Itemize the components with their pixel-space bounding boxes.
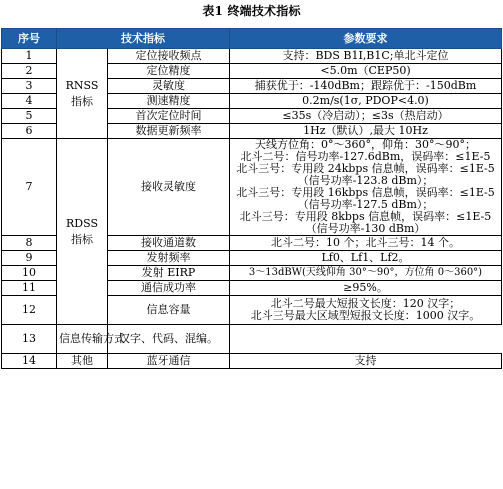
group-rnss bbox=[57, 49, 108, 139]
row-seq: 3 bbox=[2, 79, 57, 94]
row-value bbox=[230, 139, 502, 236]
value-line: （信号功率-130 dBm） bbox=[305, 222, 426, 235]
table-row bbox=[2, 49, 502, 64]
value-line: 北斗三号：专用段 24kbps 信息帧，误码率：≤1E-5 bbox=[236, 162, 495, 175]
row-value: 支持：BDS B1I,B1C;单北斗定位 bbox=[230, 49, 502, 64]
table-row bbox=[2, 354, 502, 369]
row-value: ≤35s（冷启动）；≤3s（热启动） bbox=[230, 109, 502, 124]
row-name: 发射 EIRP bbox=[108, 266, 230, 281]
row-seq: 10 bbox=[2, 266, 57, 281]
group-rdss-line2: 指标 bbox=[71, 232, 93, 246]
row-value: Lf0、Lf1、Lf2。 bbox=[230, 251, 502, 266]
value-line: 北斗二号最大短报文长度：120 汉字； bbox=[270, 297, 461, 310]
row-value: 汉字、代码、混编。 bbox=[108, 325, 230, 354]
row-seq: 11 bbox=[2, 281, 57, 296]
row-value: 捕获优于：-140dBm；跟踪优于：-150dBm bbox=[230, 79, 502, 94]
row-name: 信息容量 bbox=[108, 296, 230, 325]
row-seq: 4 bbox=[2, 94, 57, 109]
header-seq: 序号 bbox=[2, 29, 57, 49]
table-row bbox=[2, 325, 502, 354]
group-other: 其他 bbox=[57, 354, 108, 369]
row-name: 发射频率 bbox=[108, 251, 230, 266]
row-seq: 9 bbox=[2, 251, 57, 266]
table-title: 表1 终端技术指标 bbox=[202, 4, 301, 18]
row-name: 信息传输方式 bbox=[57, 325, 108, 354]
value-line: （信号功率-123.8 dBm）； bbox=[297, 174, 434, 187]
row-seq: 8 bbox=[2, 236, 57, 251]
row-name: 蓝牙通信 bbox=[108, 354, 230, 369]
row-name: 定位接收频点 bbox=[108, 49, 230, 64]
row-seq: 6 bbox=[2, 124, 57, 139]
row-seq: 7 bbox=[2, 139, 57, 236]
group-rnss-line2: 指标 bbox=[71, 94, 93, 108]
value-line: 天线方位角：0°～360°，仰角：30°～90°； bbox=[255, 138, 476, 151]
group-rnss-line1: RNSS bbox=[65, 78, 99, 92]
row-seq: 1 bbox=[2, 49, 57, 64]
row-name: 接收灵敏度 bbox=[108, 139, 230, 236]
value-line: （信号功率-127.5 dBm）； bbox=[297, 198, 434, 211]
row-name: 数据更新频率 bbox=[108, 124, 230, 139]
spec-table bbox=[1, 28, 502, 369]
value-line: 北斗二号：信号功率-127.6dBm，误码率：≤1E-5 bbox=[240, 150, 491, 163]
row-name: 首次定位时间 bbox=[108, 109, 230, 124]
row-seq: 14 bbox=[2, 354, 57, 369]
value-line: 北斗三号：专用段 16kbps 信息帧，误码率：≤1E-5 bbox=[236, 186, 495, 199]
row-value: <5.0m（CEP50) bbox=[230, 64, 502, 79]
row-name: 通信成功率 bbox=[108, 281, 230, 296]
row-seq: 12 bbox=[2, 296, 57, 325]
row-value: 0.2m/s(1σ, PDOP<4.0) bbox=[230, 94, 502, 109]
value-line: 北斗三号：专用段 8kbps 信息帧，误码率：≤1E-5 bbox=[239, 210, 492, 223]
row-value: 支持 bbox=[230, 354, 502, 369]
row-value: 3～13dBW(天线仰角 30°～90°，方位角 0～360°) bbox=[230, 266, 502, 281]
row-value: 北斗二号：10 个；北斗三号：14 个。 bbox=[230, 236, 502, 251]
row-name: 接收通道数 bbox=[108, 236, 230, 251]
value-line: 北斗三号最大区域型短报文长度：1000 汉字。 bbox=[250, 309, 481, 322]
group-rdss-line1: RDSS bbox=[66, 216, 98, 230]
row-value: 1Hz（默认）,最大 10Hz bbox=[230, 124, 502, 139]
header-row bbox=[2, 29, 502, 49]
group-rdss bbox=[57, 139, 108, 325]
row-value: ≥95%。 bbox=[230, 281, 502, 296]
row-value bbox=[230, 296, 502, 325]
row-seq: 2 bbox=[2, 64, 57, 79]
table-row bbox=[2, 139, 502, 236]
row-seq: 13 bbox=[2, 325, 57, 354]
header-indicator: 技术指标 bbox=[57, 29, 230, 49]
row-seq: 5 bbox=[2, 109, 57, 124]
row-name: 测速精度 bbox=[108, 94, 230, 109]
row-name: 灵敏度 bbox=[108, 79, 230, 94]
row-name: 定位精度 bbox=[108, 64, 230, 79]
header-requirement: 参数要求 bbox=[230, 29, 502, 49]
